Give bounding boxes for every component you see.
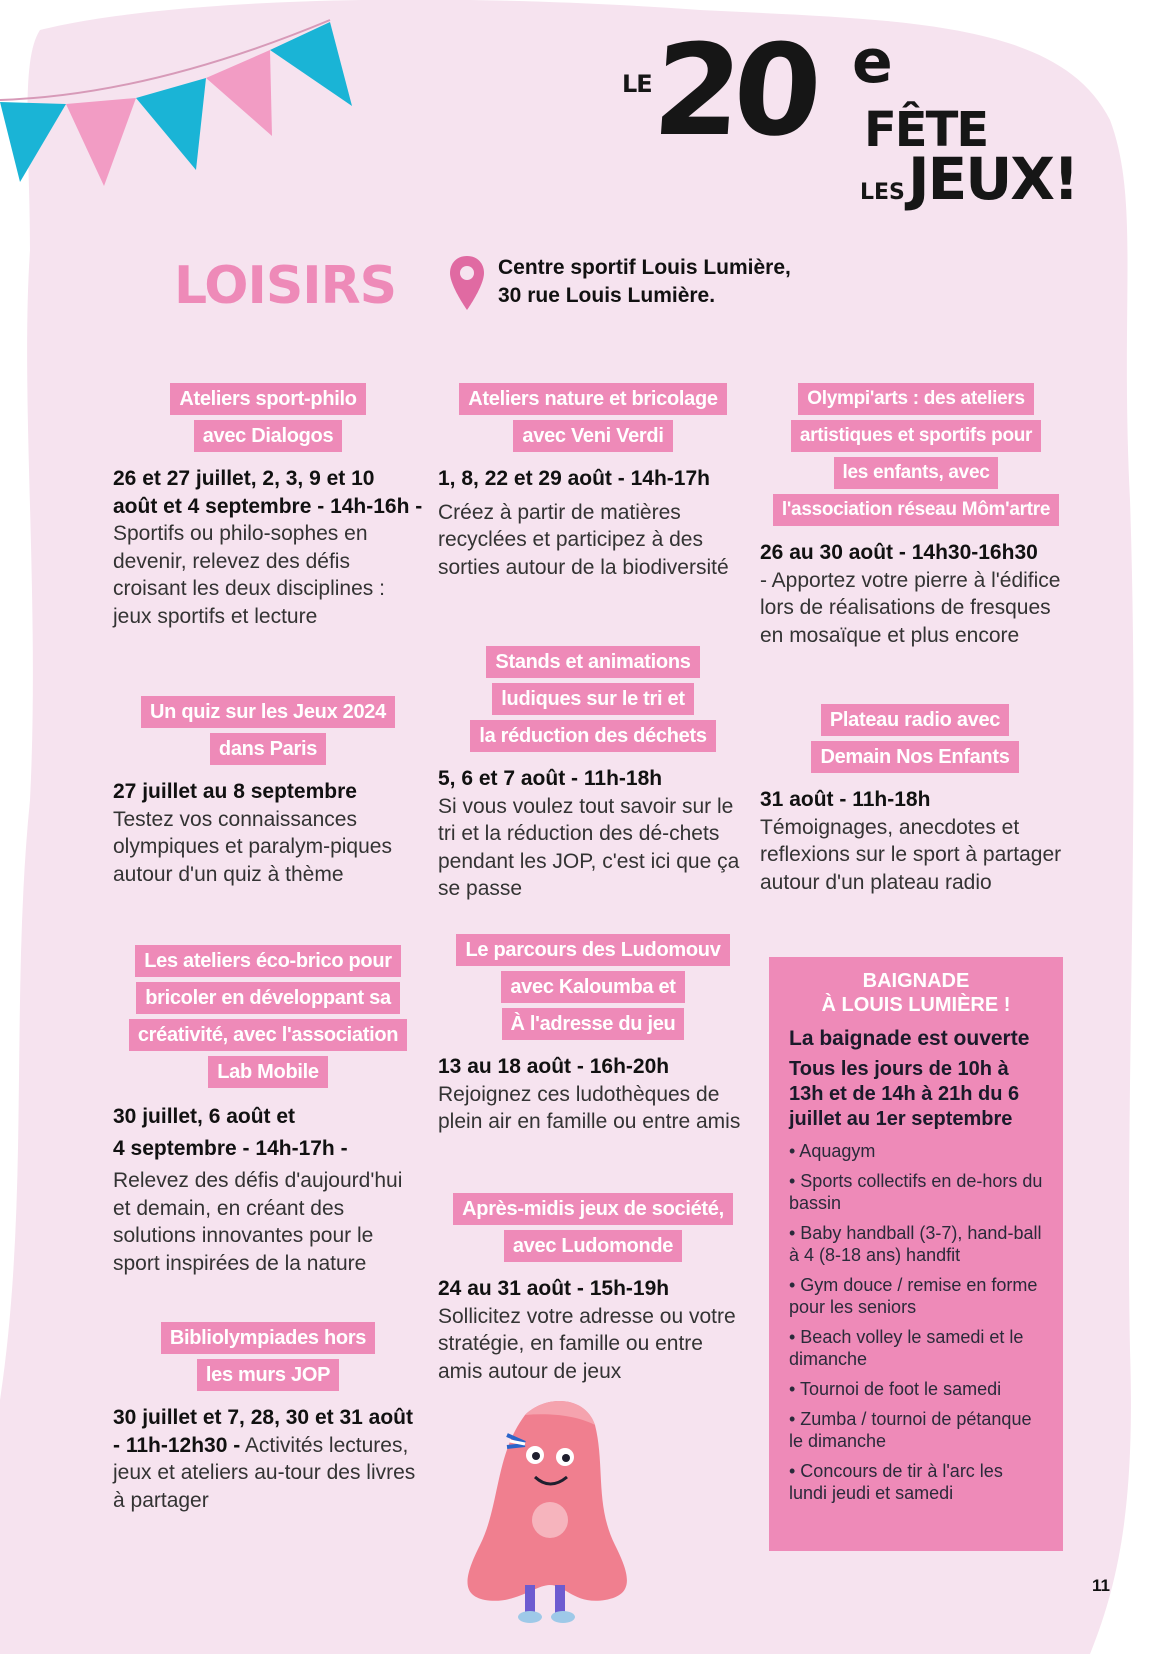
activity-jeux-societe bbox=[438, 1193, 748, 1385]
activity-title: Plateau radio avec Demain Nos Enfants bbox=[760, 704, 1070, 778]
flag-pink-2 bbox=[206, 50, 272, 136]
logo-fete: FÊTE bbox=[864, 102, 988, 158]
flag-pink-1 bbox=[66, 98, 136, 186]
activity-description: 31 août - 11h-18h Témoignages, anecdotes et reflexions sur le sport à partager autour d'un plateau radio bbox=[760, 788, 1062, 894]
activity-description: 1, 8, 22 et 29 août - 14h-17h bbox=[438, 467, 710, 490]
activity-plateau-radio bbox=[760, 704, 1070, 896]
flag-cyan-3 bbox=[270, 22, 352, 106]
activity-description: 24 au 31 août - 15h-19h Sollicitez votre adresse ou votre stratégie, en famille ou entre amis autour de jeux bbox=[438, 1277, 736, 1383]
activity-quiz-jeux bbox=[113, 696, 423, 888]
activity-title: Un quiz sur les Jeux 2024 dans Paris bbox=[113, 696, 423, 770]
baignade-box bbox=[769, 957, 1063, 1551]
phryge-mascot-illustration bbox=[455, 1395, 645, 1625]
location-pin-icon bbox=[448, 254, 486, 312]
logo-ordinal: e bbox=[852, 27, 893, 97]
baignade-open: La baignade est ouverte bbox=[789, 1027, 1030, 1050]
bunting-garland bbox=[0, 10, 360, 200]
activity-ludomouv bbox=[438, 934, 748, 1136]
activity-description: 5, 6 et 7 août - 11h-18h Si vous voulez tout savoir sur le tri et la réduction des dé-chets pendant les JOP, c'est ici que ça se passe bbox=[438, 767, 740, 900]
logo-jeux: JEUX! bbox=[908, 145, 1078, 213]
activity-bibliolympiades bbox=[113, 1322, 423, 1514]
activity-title: Bibliolympiades hors les murs JOP bbox=[113, 1322, 423, 1396]
activity-description: 27 juillet au 8 septembre Testez vos connaissances olympiques et paralym-piques autour d'un quiz à thème bbox=[113, 780, 392, 886]
baignade-hours: Tous les jours de 10h à 13h et de 14h à 21h du 6 juillet au 1er septembre bbox=[789, 1058, 1020, 1130]
activity-title: Stands et animations ludiques sur le tri et la réduction des déchets bbox=[438, 646, 748, 757]
list-item: • Beach volley le samedi et le dimanche bbox=[789, 1327, 1024, 1369]
activity-title: Ateliers sport-philo avec Dialogos bbox=[113, 383, 423, 457]
activity-title: Ateliers nature et bricolage avec Veni Verdi bbox=[438, 383, 748, 457]
activity-description: 13 au 18 août - 16h-20h Rejoignez ces ludothèques de plein air en famille ou entre amis bbox=[438, 1055, 741, 1133]
logo-number: 20 bbox=[648, 17, 819, 164]
activity-description: 26 au 30 août - 14h30-16h30 - Apportez votre pierre à l'édifice lors de réalisations de fresques en mosaïque et plus encore bbox=[760, 541, 1061, 647]
list-item: • Concours de tir à l'arc les lundi jeudi et samedi bbox=[789, 1461, 1003, 1503]
activity-eco-brico: Les ateliers éco-brico pour bricoler en développant sa créativité, avec l'association Lab Mobile 30 juillet, 6 août et 4 septembre - 14h-17h - Relevez des défis d'aujourd'hui et demain, en créant des solutions innovantes pour le sport inspirées de la nature bbox=[113, 945, 423, 1277]
activity-title: Olympi'arts : des ateliers artistiques et sportifs pour les enfants, avec l'association réseau Môm'artre bbox=[760, 383, 1072, 531]
address-line-1: Centre sportif Louis Lumière, bbox=[498, 256, 791, 279]
activity-title: Après-midis jeux de société, avec Ludomonde bbox=[438, 1193, 748, 1267]
flag-cyan-1 bbox=[0, 102, 66, 182]
page-number: 11 bbox=[1092, 1576, 1110, 1595]
activity-sport-philo bbox=[113, 383, 423, 630]
list-item: • Baby handball (3-7), hand-ball à 4 (8-18 ans) handfit bbox=[789, 1223, 1042, 1265]
baignade-activity-list bbox=[789, 1140, 1043, 1504]
activity-description: 26 et 27 juillet, 2, 3, 9 et 10 août et 4 septembre - 14h-16h - Sportifs ou philo-sophes en devenir, relevez des défis croisant les deux disciplines : jeux sportifs et lecture bbox=[113, 467, 423, 628]
activity-title: Les ateliers éco-brico pour bricoler en développant sa créativité, avec l'association Lab Mobile bbox=[113, 945, 423, 1093]
activity-nature-bricolage: Ateliers nature et bricolage avec Veni Verdi 1, 8, 22 et 29 août - 14h-17h Créez à partir de matières recyclées et participez à des sorties autour de la biodiversité bbox=[438, 383, 748, 581]
activity-olympiarts bbox=[760, 383, 1072, 649]
activity-tri-dechets bbox=[438, 646, 748, 903]
section-title: LOISIRS bbox=[174, 256, 397, 316]
list-item: • Sports collectifs en de-hors du bassin bbox=[789, 1171, 1043, 1213]
logo-les: LES bbox=[860, 180, 905, 205]
list-item: • Gym douce / remise en forme pour les seniors bbox=[789, 1275, 1038, 1317]
address-line-2: 30 rue Louis Lumière. bbox=[498, 284, 716, 307]
activity-title: Le parcours des Ludomouv avec Kaloumba et À l'adresse du jeu bbox=[438, 934, 748, 1045]
list-item: • Zumba / tournoi de pétanque le dimanche bbox=[789, 1409, 1032, 1451]
list-item: • Tournoi de foot le samedi bbox=[789, 1379, 1002, 1399]
logo-le: LE bbox=[622, 70, 652, 98]
activity-description: 30 juillet et 7, 28, 30 et 31 août - 11h-12h30 - Activités lectures, jeux et ateliers au-tour des livres à partager bbox=[113, 1406, 416, 1512]
activity-description: 30 juillet, 6 août et 4 septembre - 14h-17h - bbox=[113, 1105, 348, 1160]
event-logo bbox=[620, 17, 1078, 228]
location-address bbox=[498, 254, 791, 310]
list-item: • Aquagym bbox=[789, 1141, 876, 1161]
baignade-title: BAIGNADE À LOUIS LUMIÈRE ! bbox=[821, 970, 1011, 1016]
flag-cyan-2 bbox=[136, 78, 206, 170]
